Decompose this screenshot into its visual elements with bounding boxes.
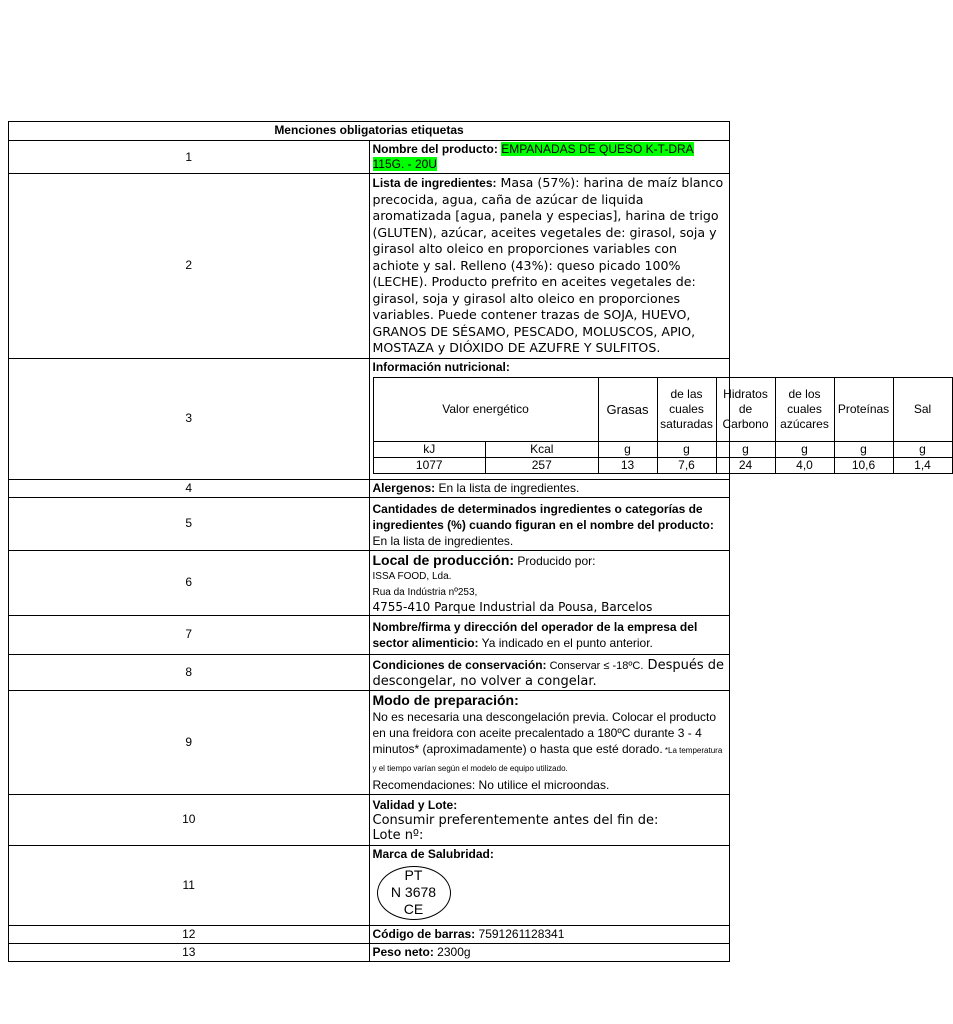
row-value: Conservar ≤ -18ºC. (546, 659, 644, 672)
row-content (369, 845, 730, 925)
label-requirements-table (8, 121, 932, 962)
row-label: Condiciones de conservación: (372, 657, 547, 672)
unit-cell: g (893, 441, 952, 457)
product-name: EMPANADAS DE QUESO K-T-DRA 115G. - 20U (372, 142, 694, 171)
row-value: Producido por: (514, 553, 596, 568)
carbs-header: Hidratos de Carbono (716, 377, 775, 441)
row-content (369, 550, 730, 615)
recommendation-text: Recomendaciones: No utilice el microondas. (372, 777, 610, 792)
row-label: Cantidades de determinados ingredientes o categorías de ingredientes (%) cuando figuran en el nombre del producto: (372, 501, 714, 532)
salt-header: Sal (893, 377, 952, 441)
row-label: Peso neto: (372, 944, 434, 959)
row-label: Validad y Lote: (372, 797, 458, 812)
row-content (369, 141, 730, 174)
preparation-note: *La temperatura y el tiempo varían según el modelo de equipo utilizado. (372, 745, 723, 773)
unit-cell: g (834, 441, 893, 457)
row-content (369, 615, 730, 654)
table-row (9, 615, 730, 654)
barcode-value: 7591261128341 (475, 926, 565, 941)
row-number: 11 (9, 845, 370, 925)
row-content (369, 943, 730, 961)
producer-street: Rua da Indústria nº253, (372, 586, 478, 598)
row-label: Marca de Salubridad: (372, 846, 494, 861)
value-cell: 24 (716, 457, 775, 473)
table-row (9, 845, 730, 925)
row-number: 5 (9, 497, 370, 550)
unit-cell: kJ (373, 441, 486, 457)
row-value: Ya indicado en el punto anterior. (478, 635, 653, 650)
protein-header: Proteínas (834, 377, 893, 441)
producer-city: 4755-410 Parque Industrial da Pousa, Barcelos (372, 599, 653, 614)
table-row (9, 497, 730, 550)
table-title: Menciones obligatorias etiquetas (9, 122, 730, 141)
row-value-secondary: Después de descongelar, no volver a congelar. (372, 657, 724, 689)
row-label: Lista de ingredientes: (372, 176, 497, 190)
row-number: 6 (9, 550, 370, 615)
unit-cell: g (775, 441, 834, 457)
producer-name: ISSA FOOD, Lda. (372, 570, 452, 582)
preparation-text: No es necesaria una descongelación previa. Colocar el producto en una freidora con aceite precalentado a 180ºC durante 3 - 4 minutos* (aproximadamente) o hasta que esté dorado. (372, 709, 717, 756)
row-number: 10 (9, 794, 370, 845)
table-row (9, 141, 730, 174)
unit-cell: g (657, 441, 716, 457)
nutrition-value-row (373, 457, 952, 473)
row-number: 7 (9, 615, 370, 654)
value-cell: 257 (486, 457, 599, 473)
row-content (369, 358, 932, 479)
sugars-header: de los cuales azúcares (775, 377, 834, 441)
nutrition-unit-row (373, 441, 952, 457)
unit-cell: Kcal (486, 441, 599, 457)
row-number: 1 (9, 141, 370, 174)
value-cell: 10,6 (834, 457, 893, 473)
table-row (9, 654, 730, 690)
nutrition-header-row (373, 377, 952, 441)
row-content (369, 479, 730, 497)
row-label: Modo de preparación: (372, 691, 519, 708)
row-label: Nombre del producto: (372, 142, 498, 156)
row-number: 12 (9, 925, 370, 943)
value-cell: 13 (598, 457, 657, 473)
table-row (9, 925, 730, 943)
nutrition-table (373, 377, 953, 474)
row-content (369, 794, 730, 845)
net-weight-value: 2300g (433, 944, 471, 959)
table-row (9, 550, 730, 615)
row-number: 8 (9, 654, 370, 690)
lot-text: Lote nº: (372, 827, 424, 843)
unit-cell: g (598, 441, 657, 457)
table-row (9, 690, 730, 794)
table-row (9, 794, 730, 845)
ingredients-text: Masa (57%): harina de maíz blanco precocida, agua, caña de azúcar de liquida aromatizada [agua, panela y especias], harina de trigo (GLUTEN), azúcar, aceites vegetales de: girasol, soja y girasol alto oleico en proporciones variables con achiote y sal. Relleno (43%): queso picado 100% (LECHE). Producto prefrito en aceites vegetales de: girasol, soja y girasol alto oleico en proporciones variables. Puede contener trazas de SOJA, HUEVO, GRANOS DE SÉSAMO, PESCADO, MOLUSCOS, APIO, MOSTAZA y DIÓXIDO DE AZUFRE Y SULFITOS. (372, 175, 724, 355)
table-row (9, 479, 730, 497)
row-content (369, 174, 730, 359)
table-header-row (9, 122, 730, 141)
row-number: 2 (9, 174, 370, 359)
row-number: 3 (9, 358, 370, 479)
saturated-header: de las cuales saturadas (657, 377, 716, 441)
seal-country: PT (404, 867, 423, 883)
row-label: Local de producción: (372, 551, 515, 568)
row-content (369, 690, 730, 794)
value-cell: 1077 (373, 457, 486, 473)
value-cell: 4,0 (775, 457, 834, 473)
seal-region: CE (403, 901, 424, 917)
row-label: Código de barras: (372, 926, 476, 941)
health-mark-seal (377, 866, 451, 920)
row-number: 4 (9, 479, 370, 497)
unit-cell: g (716, 441, 775, 457)
table-row (9, 358, 730, 479)
row-content (369, 497, 730, 550)
row-number: 13 (9, 943, 370, 961)
row-number: 9 (9, 690, 370, 794)
best-before-text: Consumir preferentemente antes del fin de: (372, 812, 659, 828)
value-cell: 7,6 (657, 457, 716, 473)
row-label: Nombre/firma y dirección del operador de la empresa del sector alimenticio: (372, 619, 698, 650)
row-label: Alergenos: (372, 480, 436, 495)
energy-header: Valor energético (373, 377, 598, 441)
value-cell: 1,4 (893, 457, 952, 473)
row-content (369, 654, 730, 690)
table-row (9, 943, 730, 961)
seal-number: N 3678 (390, 884, 437, 900)
row-content (369, 925, 730, 943)
table-row (9, 174, 730, 359)
fat-header: Grasas (598, 377, 657, 441)
row-label: Información nutricional: (372, 359, 510, 374)
row-value: En la lista de ingredientes. (372, 533, 514, 548)
row-value: En la lista de ingredientes. (435, 480, 580, 495)
